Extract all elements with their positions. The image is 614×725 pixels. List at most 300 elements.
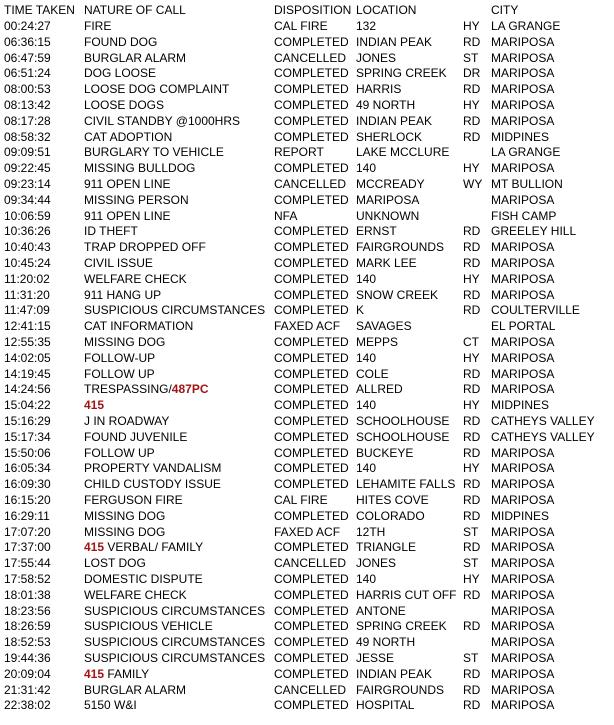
- city-cell: MARIPOSA: [491, 698, 555, 713]
- city-cell: MARIPOSA: [491, 192, 555, 207]
- city-cell: MARIPOSA: [491, 619, 555, 634]
- disposition-cell: COMPLETED: [274, 398, 349, 413]
- nature-cell: [84, 492, 183, 508]
- nature-text: 911 OPEN LINE: [84, 177, 171, 191]
- table-row: [0, 508, 614, 524]
- table-row: [0, 208, 614, 224]
- nature-text: FOLLOW UP: [84, 366, 155, 381]
- nature-text: SUSPICIOUS VEHICLE: [84, 619, 213, 634]
- nature-cell: [84, 350, 155, 366]
- table-row: [0, 697, 614, 713]
- location-cell: 140: [356, 398, 377, 413]
- nature-text: TRAP DROPPED OFF: [84, 240, 206, 255]
- nature-text: 911 OPEN LINE: [84, 208, 171, 223]
- city-cell: MARIPOSA: [491, 240, 555, 255]
- nature-cell: [84, 697, 137, 713]
- time-cell: 12:55:35: [4, 335, 51, 349]
- city-cell: MARIPOSA: [491, 635, 555, 650]
- time-cell: 06:36:15: [4, 34, 51, 49]
- street-suffix-cell: HY: [463, 398, 480, 413]
- nature-text: FAMILY: [104, 666, 150, 681]
- street-suffix-cell: RD: [463, 414, 481, 428]
- nature-text: MISSING DOG: [84, 335, 166, 349]
- nature-text: CAT INFORMATION: [84, 319, 194, 334]
- table-row: [0, 271, 614, 287]
- time-cell: 15:50:06: [4, 445, 51, 460]
- nature-text: WELFARE CHECK: [84, 271, 187, 286]
- street-suffix-cell: ST: [463, 651, 479, 665]
- location-cell: 140: [356, 161, 377, 176]
- time-cell: 09:09:51: [4, 145, 51, 160]
- nature-cell: [84, 302, 265, 318]
- nature-cell: [84, 334, 165, 350]
- disposition-cell: COMPLETED: [274, 66, 349, 81]
- header-location: LOCATION: [356, 3, 417, 17]
- location-cell: INDIAN PEAK: [356, 113, 433, 128]
- disposition-cell: COMPLETED: [274, 129, 349, 144]
- table-row: [0, 555, 614, 571]
- nature-text: 5150 W&I: [84, 698, 137, 713]
- time-cell: 06:47:59: [4, 50, 51, 65]
- disposition-cell: COMPLETED: [274, 635, 349, 650]
- nature-cell: [84, 208, 170, 224]
- nature-cell: [84, 555, 146, 571]
- street-suffix-cell: RD: [463, 540, 481, 555]
- table-row: [0, 682, 614, 698]
- disposition-cell: COMPLETED: [274, 287, 349, 302]
- table-row: [0, 650, 614, 666]
- time-cell: 10:45:24: [4, 256, 51, 270]
- table-row: [0, 255, 614, 271]
- nature-cell: [84, 587, 187, 603]
- time-cell: 09:34:44: [4, 192, 51, 207]
- location-cell: MARK LEE: [356, 256, 417, 270]
- time-cell: 08:58:32: [4, 129, 51, 144]
- nature-text: 911 HANG UP: [84, 287, 162, 302]
- city-cell: MARIPOSA: [491, 66, 555, 81]
- nature-text: DOMESTIC DISPUTE: [84, 572, 203, 586]
- time-cell: 11:31:20: [4, 287, 50, 302]
- time-cell: 16:09:30: [4, 477, 51, 492]
- disposition-cell: COMPLETED: [274, 240, 349, 255]
- disposition-cell: REPORT: [274, 145, 324, 160]
- penal-code: 415: [84, 398, 105, 413]
- nature-cell: [84, 176, 170, 192]
- time-cell: 08:13:42: [4, 98, 51, 112]
- city-cell: MIDPINES: [491, 398, 550, 413]
- street-suffix-cell: RD: [463, 619, 481, 634]
- city-cell: MARIPOSA: [491, 445, 555, 460]
- nature-cell: [84, 381, 209, 397]
- location-cell: SAVAGES: [356, 319, 412, 334]
- disposition-cell: CAL FIRE: [274, 19, 328, 33]
- time-cell: 16:05:34: [4, 461, 51, 476]
- nature-text: SUSPICIOUS CIRCUMSTANCES: [84, 303, 266, 318]
- disposition-cell: COMPLETED: [274, 98, 349, 112]
- table-row: [0, 302, 614, 318]
- nature-text: TRESPASSING/: [84, 382, 172, 397]
- city-cell: FISH CAMP: [491, 208, 557, 223]
- location-cell: SPRING CREEK: [356, 619, 447, 634]
- nature-text: MISSING DOG: [84, 508, 166, 523]
- location-cell: K: [356, 303, 365, 318]
- city-cell: MARIPOSA: [491, 682, 555, 697]
- nature-text: LOST DOG: [84, 556, 146, 571]
- nature-text: BURGLAR ALARM: [84, 50, 187, 65]
- time-cell: 12:41:15: [4, 319, 51, 334]
- disposition-cell: CANCELLED: [274, 50, 347, 65]
- time-cell: 10:06:59: [4, 208, 51, 223]
- nature-text: CHILD CUSTODY ISSUE: [84, 477, 221, 492]
- disposition-cell: COMPLETED: [274, 82, 349, 97]
- table-row: [0, 366, 614, 382]
- header-time: TIME TAKEN: [4, 3, 75, 17]
- nature-cell: [84, 539, 203, 555]
- time-cell: 16:29:11: [4, 508, 50, 523]
- location-cell: LEHAMITE FALLS: [356, 477, 456, 492]
- nature-cell: [84, 524, 165, 540]
- city-cell: MARIPOSA: [491, 540, 555, 555]
- time-cell: 10:40:43: [4, 240, 51, 255]
- nature-cell: [84, 287, 161, 303]
- disposition-cell: CANCELLED: [274, 177, 347, 191]
- street-suffix-cell: RD: [463, 382, 481, 397]
- nature-cell: [84, 508, 165, 524]
- nature-text: LOOSE DOGS: [84, 98, 165, 112]
- disposition-cell: COMPLETED: [274, 224, 349, 239]
- header-row: [0, 2, 614, 18]
- city-cell: MARIPOSA: [491, 603, 555, 618]
- nature-cell: [84, 571, 203, 587]
- time-cell: 00:24:27: [4, 19, 51, 33]
- disposition-cell: FAXED ACF: [274, 524, 341, 539]
- city-cell: MARIPOSA: [491, 666, 555, 681]
- nature-text: FOUND DOG: [84, 34, 158, 49]
- time-cell: 19:44:36: [4, 651, 51, 665]
- street-suffix-cell: ST: [463, 50, 479, 65]
- street-suffix-cell: RD: [463, 666, 481, 681]
- table-row: [0, 350, 614, 366]
- street-suffix-cell: RD: [463, 303, 481, 318]
- table-row: [0, 445, 614, 461]
- city-cell: MT BULLION: [491, 177, 563, 191]
- time-cell: 17:37:00: [4, 540, 51, 555]
- disposition-cell: COMPLETED: [274, 113, 349, 128]
- city-cell: MARIPOSA: [491, 161, 555, 176]
- disposition-cell: COMPLETED: [274, 603, 349, 618]
- disposition-cell: COMPLETED: [274, 429, 349, 444]
- time-cell: 21:31:42: [4, 682, 51, 697]
- city-cell: MARIPOSA: [491, 382, 555, 397]
- location-cell: INDIAN PEAK: [356, 666, 433, 681]
- nature-cell: [84, 160, 195, 176]
- city-cell: GREELEY HILL: [491, 224, 577, 239]
- table-row: [0, 539, 614, 555]
- nature-text: CAT ADOPTION: [84, 129, 173, 144]
- disposition-cell: COMPLETED: [274, 382, 349, 397]
- nature-text: DOG LOOSE: [84, 66, 157, 81]
- location-cell: HARRIS CUT OFF: [356, 587, 457, 602]
- time-cell: 18:26:59: [4, 619, 51, 634]
- city-cell: MARIPOSA: [491, 287, 555, 302]
- location-cell: ERNST: [356, 224, 397, 239]
- disposition-cell: COMPLETED: [274, 477, 349, 492]
- location-cell: INDIAN PEAK: [356, 34, 433, 49]
- street-suffix-cell: RD: [463, 429, 481, 444]
- disposition-cell: COMPLETED: [274, 303, 349, 318]
- time-cell: 06:51:24: [4, 66, 51, 81]
- location-cell: LAKE MCCLURE: [356, 145, 450, 160]
- disposition-cell: COMPLETED: [274, 445, 349, 460]
- location-cell: ANTONE: [356, 603, 406, 618]
- city-cell: MARIPOSA: [491, 50, 555, 65]
- nature-text: ID THEFT: [84, 224, 138, 239]
- time-cell: 14:19:45: [4, 366, 51, 381]
- table-row: [0, 287, 614, 303]
- nature-text: SUSPICIOUS CIRCUMSTANCES: [84, 651, 266, 665]
- city-cell: MARIPOSA: [491, 651, 555, 665]
- table-row: [0, 113, 614, 129]
- penal-code: 415: [84, 540, 105, 555]
- location-cell: 49 NORTH: [356, 635, 416, 650]
- table-row: [0, 129, 614, 145]
- time-cell: 18:52:53: [4, 635, 51, 650]
- table-row: [0, 239, 614, 255]
- location-cell: COLE: [356, 366, 389, 381]
- city-cell: MARIPOSA: [491, 271, 555, 286]
- nature-cell: [84, 634, 265, 650]
- header-nature: NATURE OF CALL: [84, 3, 186, 17]
- table-row: [0, 587, 614, 603]
- street-suffix-cell: RD: [463, 287, 481, 302]
- nature-text: J IN ROADWAY: [84, 414, 170, 428]
- table-row: [0, 476, 614, 492]
- disposition-cell: COMPLETED: [274, 540, 349, 555]
- disposition-cell: CANCELLED: [274, 682, 347, 697]
- header-city: CITY: [491, 3, 519, 17]
- table-row: [0, 18, 614, 34]
- nature-text: MISSING DOG: [84, 524, 166, 539]
- disposition-cell: COMPLETED: [274, 271, 349, 286]
- time-cell: 09:23:14: [4, 177, 51, 191]
- location-cell: SCHOOLHOUSE: [356, 429, 450, 444]
- nature-text: SUSPICIOUS CIRCUMSTANCES: [84, 603, 266, 618]
- city-cell: MARIPOSA: [491, 461, 555, 476]
- street-suffix-cell: RD: [463, 508, 481, 523]
- city-cell: MARIPOSA: [491, 587, 555, 602]
- city-cell: MARIPOSA: [491, 493, 555, 507]
- penal-code: 415: [84, 666, 105, 681]
- table-row: [0, 381, 614, 397]
- disposition-cell: COMPLETED: [274, 34, 349, 49]
- header-disposition: DISPOSITION: [274, 3, 352, 17]
- nature-cell: [84, 445, 155, 461]
- nature-text: FOLLOW-UP: [84, 350, 156, 365]
- table-row: [0, 524, 614, 540]
- city-cell: MARIPOSA: [491, 256, 555, 270]
- time-cell: 08:00:53: [4, 82, 51, 97]
- city-cell: MARIPOSA: [491, 524, 555, 539]
- disposition-cell: COMPLETED: [274, 651, 349, 665]
- table-row: [0, 318, 614, 334]
- street-suffix-cell: RD: [463, 682, 481, 697]
- city-cell: MARIPOSA: [491, 82, 555, 97]
- nature-text: CIVIL STANDBY @1000HRS: [84, 113, 241, 128]
- disposition-cell: COMPLETED: [274, 256, 349, 270]
- nature-cell: [84, 144, 224, 160]
- nature-text: FIRE: [84, 19, 112, 33]
- table-row: [0, 34, 614, 50]
- nature-text: FOUND JUVENILE: [84, 429, 188, 444]
- time-cell: 17:07:20: [4, 524, 51, 539]
- city-cell: MARIPOSA: [491, 335, 555, 349]
- street-suffix-cell: RD: [463, 240, 481, 255]
- nature-cell: [84, 318, 193, 334]
- time-cell: 20:09:04: [4, 666, 51, 681]
- nature-cell: [84, 650, 265, 666]
- nature-cell: [84, 97, 164, 113]
- street-suffix-cell: ST: [463, 556, 479, 571]
- street-suffix-cell: RD: [463, 493, 481, 507]
- table-row: [0, 176, 614, 192]
- nature-text: MISSING BULLDOG: [84, 161, 196, 176]
- nature-text: BURGLAR ALARM: [84, 682, 187, 697]
- city-cell: MARIPOSA: [491, 98, 555, 112]
- street-suffix-cell: RD: [463, 34, 481, 49]
- disposition-cell: CANCELLED: [274, 556, 347, 571]
- street-suffix-cell: RD: [463, 445, 481, 460]
- time-cell: 11:20:02: [4, 271, 50, 286]
- table-row: [0, 429, 614, 445]
- table-row: [0, 97, 614, 113]
- table-row: [0, 192, 614, 208]
- street-suffix-cell: RD: [463, 477, 481, 492]
- disposition-cell: COMPLETED: [274, 572, 349, 586]
- time-cell: 22:38:02: [4, 698, 51, 713]
- location-cell: SHERLOCK: [356, 129, 423, 144]
- nature-cell: [84, 50, 186, 66]
- nature-cell: [84, 239, 206, 255]
- nature-cell: [84, 618, 213, 634]
- street-suffix-cell: HY: [463, 271, 480, 286]
- table-row: [0, 603, 614, 619]
- time-cell: 17:55:44: [4, 556, 51, 571]
- nature-cell: [84, 603, 265, 619]
- location-cell: 140: [356, 271, 377, 286]
- nature-cell: [84, 682, 186, 698]
- nature-text: MISSING PERSON: [84, 192, 189, 207]
- street-suffix-cell: CT: [463, 335, 479, 349]
- street-suffix-cell: RD: [463, 366, 481, 381]
- time-cell: 18:23:56: [4, 603, 51, 618]
- nature-cell: [84, 271, 187, 287]
- location-cell: SNOW CREEK: [356, 287, 439, 302]
- street-suffix-cell: HY: [463, 19, 480, 33]
- nature-cell: [84, 18, 111, 34]
- street-suffix-cell: WY: [463, 177, 483, 191]
- nature-cell: [84, 113, 240, 129]
- disposition-cell: COMPLETED: [274, 619, 349, 634]
- disposition-cell: COMPLETED: [274, 366, 349, 381]
- nature-text: VERBAL/ FAMILY: [104, 540, 204, 555]
- location-cell: SPRING CREEK: [356, 66, 447, 81]
- nature-cell: [84, 255, 153, 271]
- city-cell: CATHEYS VALLEY: [491, 414, 595, 428]
- table-row: [0, 81, 614, 97]
- time-cell: 15:17:34: [4, 429, 51, 444]
- disposition-cell: COMPLETED: [274, 461, 349, 476]
- nature-cell: [84, 397, 104, 413]
- nature-text: SUSPICIOUS CIRCUMSTANCES: [84, 635, 266, 650]
- nature-text: WELFARE CHECK: [84, 587, 187, 602]
- table-row: [0, 160, 614, 176]
- table-row: [0, 460, 614, 476]
- table-row: [0, 397, 614, 413]
- nature-text: PROPERTY VANDALISM: [84, 461, 222, 476]
- street-suffix-cell: HY: [463, 572, 480, 586]
- location-cell: MEPPS: [356, 335, 399, 349]
- time-cell: 10:36:26: [4, 224, 51, 239]
- street-suffix-cell: HY: [463, 161, 480, 176]
- location-cell: HARRIS: [356, 82, 402, 97]
- city-cell: MIDPINES: [491, 129, 550, 144]
- location-cell: 49 NORTH: [356, 98, 416, 112]
- table-row: [0, 618, 614, 634]
- time-cell: 15:04:22: [4, 398, 51, 413]
- city-cell: COULTERVILLE: [491, 303, 580, 318]
- nature-cell: [84, 666, 149, 682]
- location-cell: JESSE: [356, 651, 395, 665]
- location-cell: JONES: [356, 50, 397, 65]
- street-suffix-cell: RD: [463, 256, 481, 270]
- table-row: [0, 413, 614, 429]
- nature-text: LOOSE DOG COMPLAINT: [84, 82, 230, 97]
- nature-text: CIVIL ISSUE: [84, 256, 153, 270]
- time-cell: 18:01:38: [4, 587, 51, 602]
- table-row: [0, 492, 614, 508]
- street-suffix-cell: ST: [463, 524, 479, 539]
- city-cell: MARIPOSA: [491, 477, 555, 492]
- table-row: [0, 223, 614, 239]
- penal-code: 487PC: [171, 382, 209, 397]
- disposition-cell: COMPLETED: [274, 414, 349, 428]
- location-cell: HOSPITAL: [356, 698, 415, 713]
- disposition-cell: COMPLETED: [274, 666, 349, 681]
- street-suffix-cell: RD: [463, 224, 481, 239]
- street-suffix-cell: HY: [463, 98, 480, 112]
- nature-cell: [84, 476, 221, 492]
- disposition-cell: FAXED ACF: [274, 319, 341, 334]
- disposition-cell: COMPLETED: [274, 587, 349, 602]
- nature-cell: [84, 460, 221, 476]
- street-suffix-cell: RD: [463, 82, 481, 97]
- location-cell: 140: [356, 350, 377, 365]
- location-cell: HITES COVE: [356, 493, 429, 507]
- street-suffix-cell: RD: [463, 129, 481, 144]
- city-cell: MIDPINES: [491, 508, 550, 523]
- location-cell: 140: [356, 572, 377, 586]
- location-cell: BUCKEYE: [356, 445, 414, 460]
- table-row: [0, 666, 614, 682]
- nature-cell: [84, 429, 187, 445]
- time-cell: 17:58:52: [4, 572, 51, 586]
- city-cell: MARIPOSA: [491, 34, 555, 49]
- disposition-cell: COMPLETED: [274, 161, 349, 176]
- disposition-cell: COMPLETED: [274, 508, 349, 523]
- location-cell: SCHOOLHOUSE: [356, 414, 450, 428]
- location-cell: FAIRGROUNDS: [356, 682, 445, 697]
- street-suffix-cell: RD: [463, 698, 481, 713]
